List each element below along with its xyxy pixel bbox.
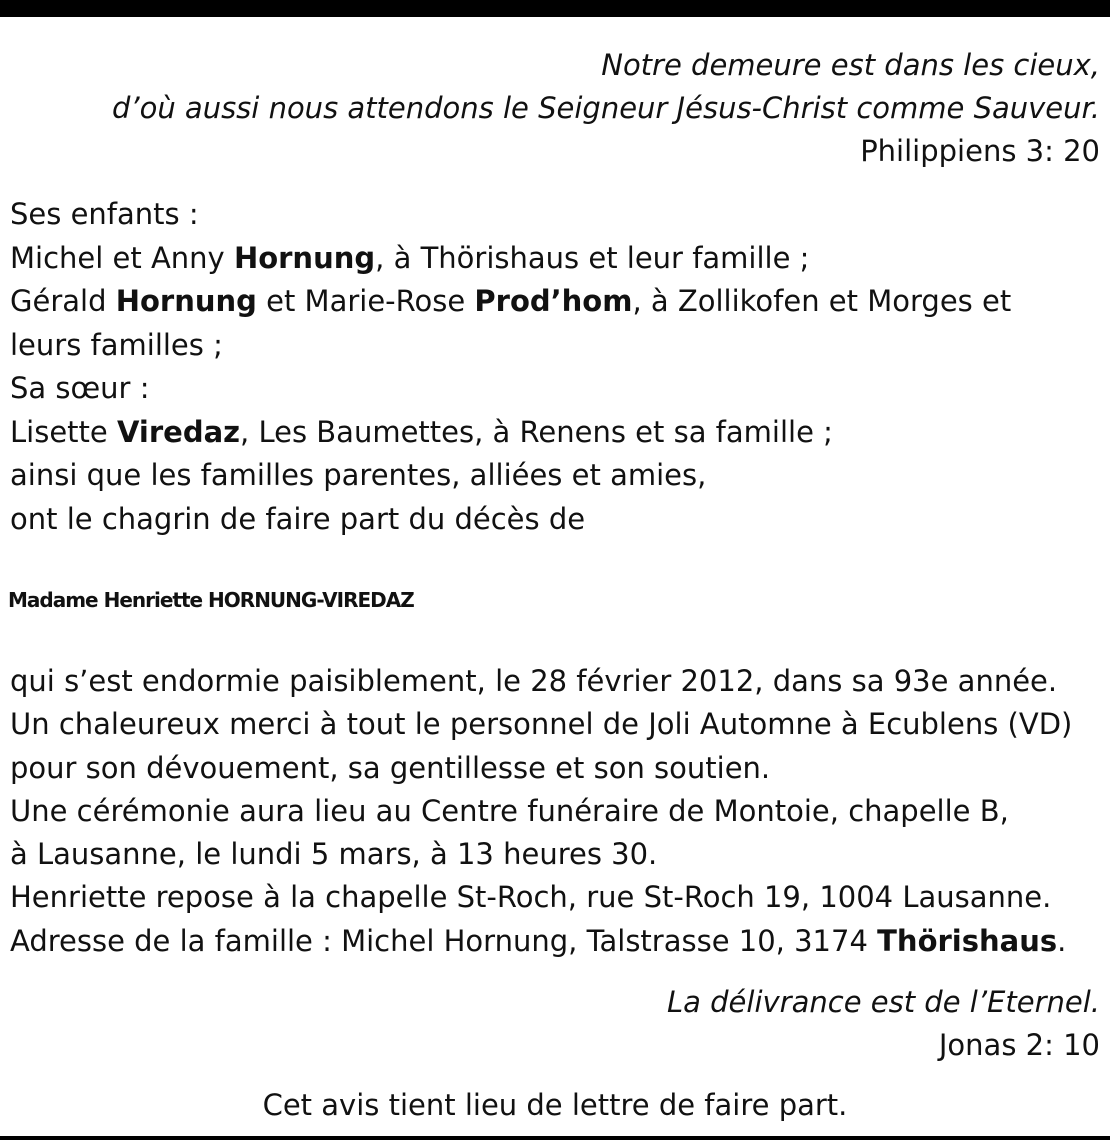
family-address [10,920,1100,963]
verse-line-2: d’où aussi nous attendons le Seigneur Jésus-Christ comme Sauveur. [111,91,1100,125]
top-border-rule [0,0,1110,17]
details-line-6: Henriette repose à la chapelle St-Roch, rue St-Roch 19, 1004 Lausanne. [10,880,1052,915]
closing-verse-reference: Jonas 2: 10 [938,1028,1100,1062]
verse-reference: Philippiens 3: 20 [860,134,1100,168]
child-1-surname: Hornung [233,240,376,275]
announcement-line: ont le chagrin de faire part du décès de [10,501,586,536]
deceased-name: Madame Henriette HORNUNG-VIREDAZ [8,588,414,612]
child-1-given-names: Michel et Anny [10,240,234,275]
details-line-3: pour son dévouement, sa gentillesse et son soutien. [10,750,771,785]
child-entry-1 [10,237,1100,281]
sister-surname: Viredaz [116,414,241,449]
obituary-details [10,660,1100,963]
closing-note: Cet avis tient lieu de lettre de faire part. [262,1088,848,1122]
child-1-location: , à Thörishaus et leur famille ; [375,240,810,275]
sister-given-name: Lisette [10,414,117,449]
child-2-given-name: Gérald [10,284,116,318]
child-2-surname: Hornung [115,284,257,318]
family-announcement [10,193,1100,541]
sister-intro: Sa sœur : [10,371,150,405]
relatives-line: ainsi que les familles parentes, alliées et amies, [10,458,707,492]
details-line-5: à Lausanne, le lundi 5 mars, à 13 heures 30. [10,837,658,872]
bottom-border-rule [0,1136,1110,1140]
details-line-4: Une cérémonie aura lieu au Centre funéraire de Montoie, chapelle B, [10,793,1009,828]
address-text: Adresse de la famille : Michel Hornung, Talstrasse 10, 3174 [10,923,878,958]
children-intro: Ses enfants : [10,197,199,231]
child-entry-2 [10,280,1040,367]
details-line-1: qui s’est endormie paisiblement, le 28 février 2012, dans sa 93e année. [10,664,1058,698]
sister-location: , Les Baumettes, à Renens et sa famille ; [240,414,833,449]
closing-verse-line: La délivrance est de l’Eternel. [667,985,1100,1019]
verse-line-1: Notre demeure est dans les cieux, [601,48,1100,82]
closing-verse [10,981,1100,1067]
address-end: . [1057,923,1067,958]
child-2-partner-surname: Prod’hom [474,284,633,318]
opening-verse [10,44,1100,173]
sister-entry [10,411,1100,455]
child-2-connector: et Marie-Rose [256,284,475,318]
details-line-2: Un chaleureux merci à tout le personnel de Joli Automne à Ecublens (VD) [10,707,1073,742]
address-city: Thörishaus [877,923,1058,958]
child-2-location: , à Zollikofen et Morges et leurs familles ; [10,284,1012,362]
